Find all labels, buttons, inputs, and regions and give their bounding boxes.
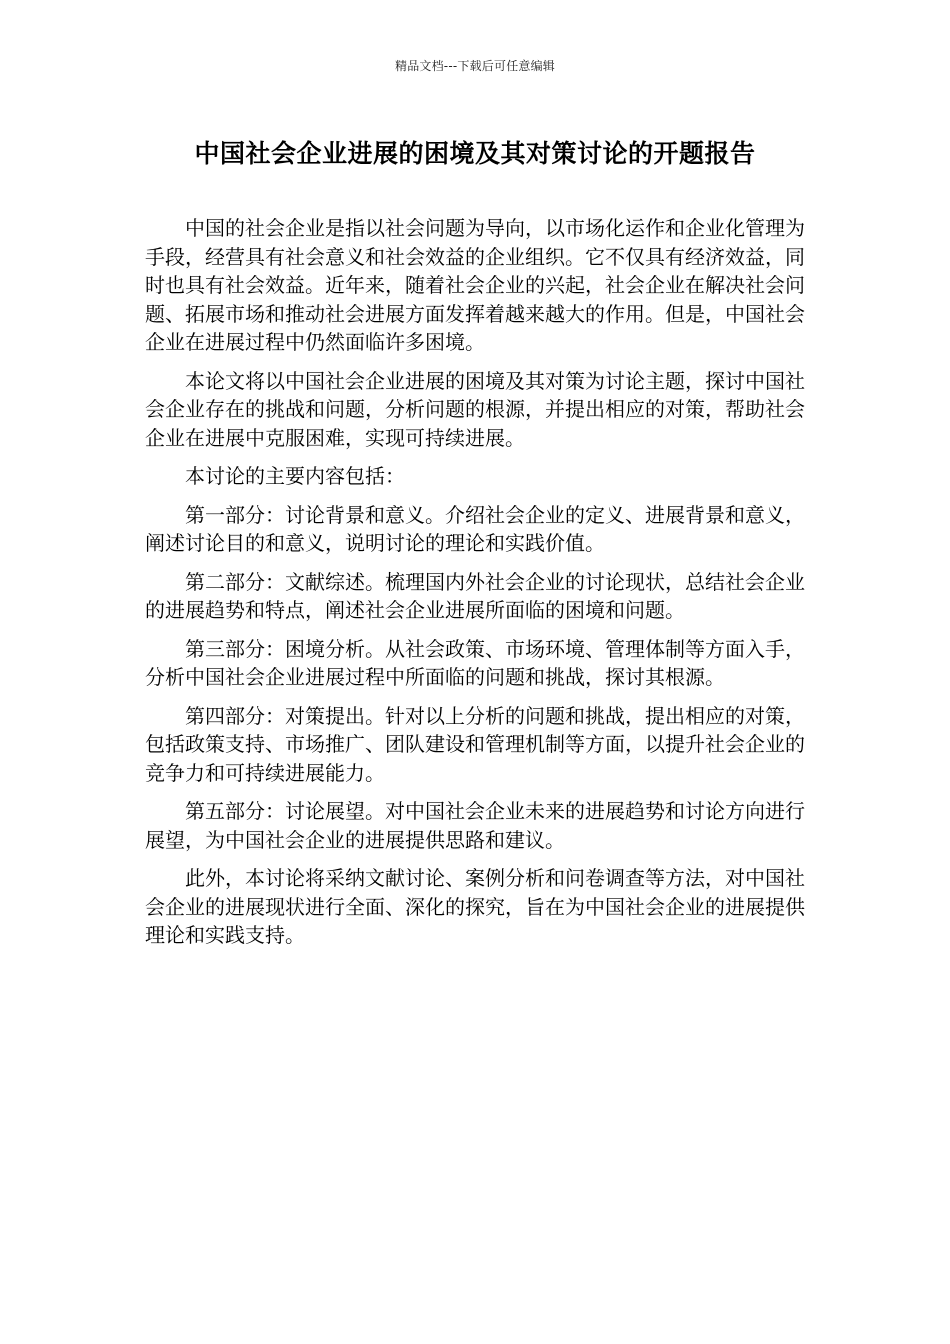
header-note: 精品文档---下载后可任意编辑: [395, 59, 555, 73]
paragraph-part-3: 第三部分：困境分析。从社会政策、市场环境、管理体制等方面入手，分析中国社会企业进展过程中所面临的问题和挑战，探讨其根源。: [145, 636, 805, 689]
document-title: 中国社会企业进展的困境及其对策讨论的开题报告: [194, 139, 756, 168]
paragraph-contents-lead: 本讨论的主要内容包括：: [185, 464, 405, 488]
paragraph-part-1: 第一部分：讨论背景和意义。介绍社会企业的定义、进展背景和意义，阐述讨论目的和意义，说明讨论的理论和实践价值。: [145, 502, 805, 555]
paragraph-purpose: 本论文将以中国社会企业进展的困境及其对策为讨论主题，探讨中国社会企业存在的挑战和问题，分析问题的根源，并提出相应的对策，帮助社会企业在进展中克服困难，实现可持续进展。: [145, 368, 805, 450]
paragraph-part-2: 第二部分：文献综述。梳理国内外社会企业的讨论现状，总结社会企业的进展趋势和特点，阐述社会企业进展所面临的困境和问题。: [145, 569, 805, 622]
paragraph-intro: 中国的社会企业是指以社会问题为导向，以市场化运作和企业化管理为手段，经营具有社会意义和社会效益的企业组织。它不仅具有经济效益，同时也具有社会效益。近年来，随着社会企业的兴起，社会企业在解决社会问题、拓展市场和推动社会进展方面发挥着越来越大的作用。但是，中国社会企业在进展过程中仍然面临许多困境。: [145, 216, 805, 354]
document-body: [145, 214, 805, 960]
paragraph-part-4: 第四部分：对策提出。针对以上分析的问题和挑战，提出相应的对策，包括政策支持、市场推广、团队建设和管理机制等方面，以提升社会企业的竞争力和可持续进展能力。: [145, 703, 805, 785]
paragraph-methods: 此外，本讨论将采纳文献讨论、案例分析和问卷调查等方法，对中国社会企业的进展现状进行全面、深化的探究，旨在为中国社会企业的进展提供理论和实践支持。: [145, 866, 805, 947]
paragraph-part-5: 第五部分：讨论展望。对中国社会企业未来的进展趋势和讨论方向进行展望，为中国社会企业的进展提供思路和建议。: [145, 799, 805, 852]
